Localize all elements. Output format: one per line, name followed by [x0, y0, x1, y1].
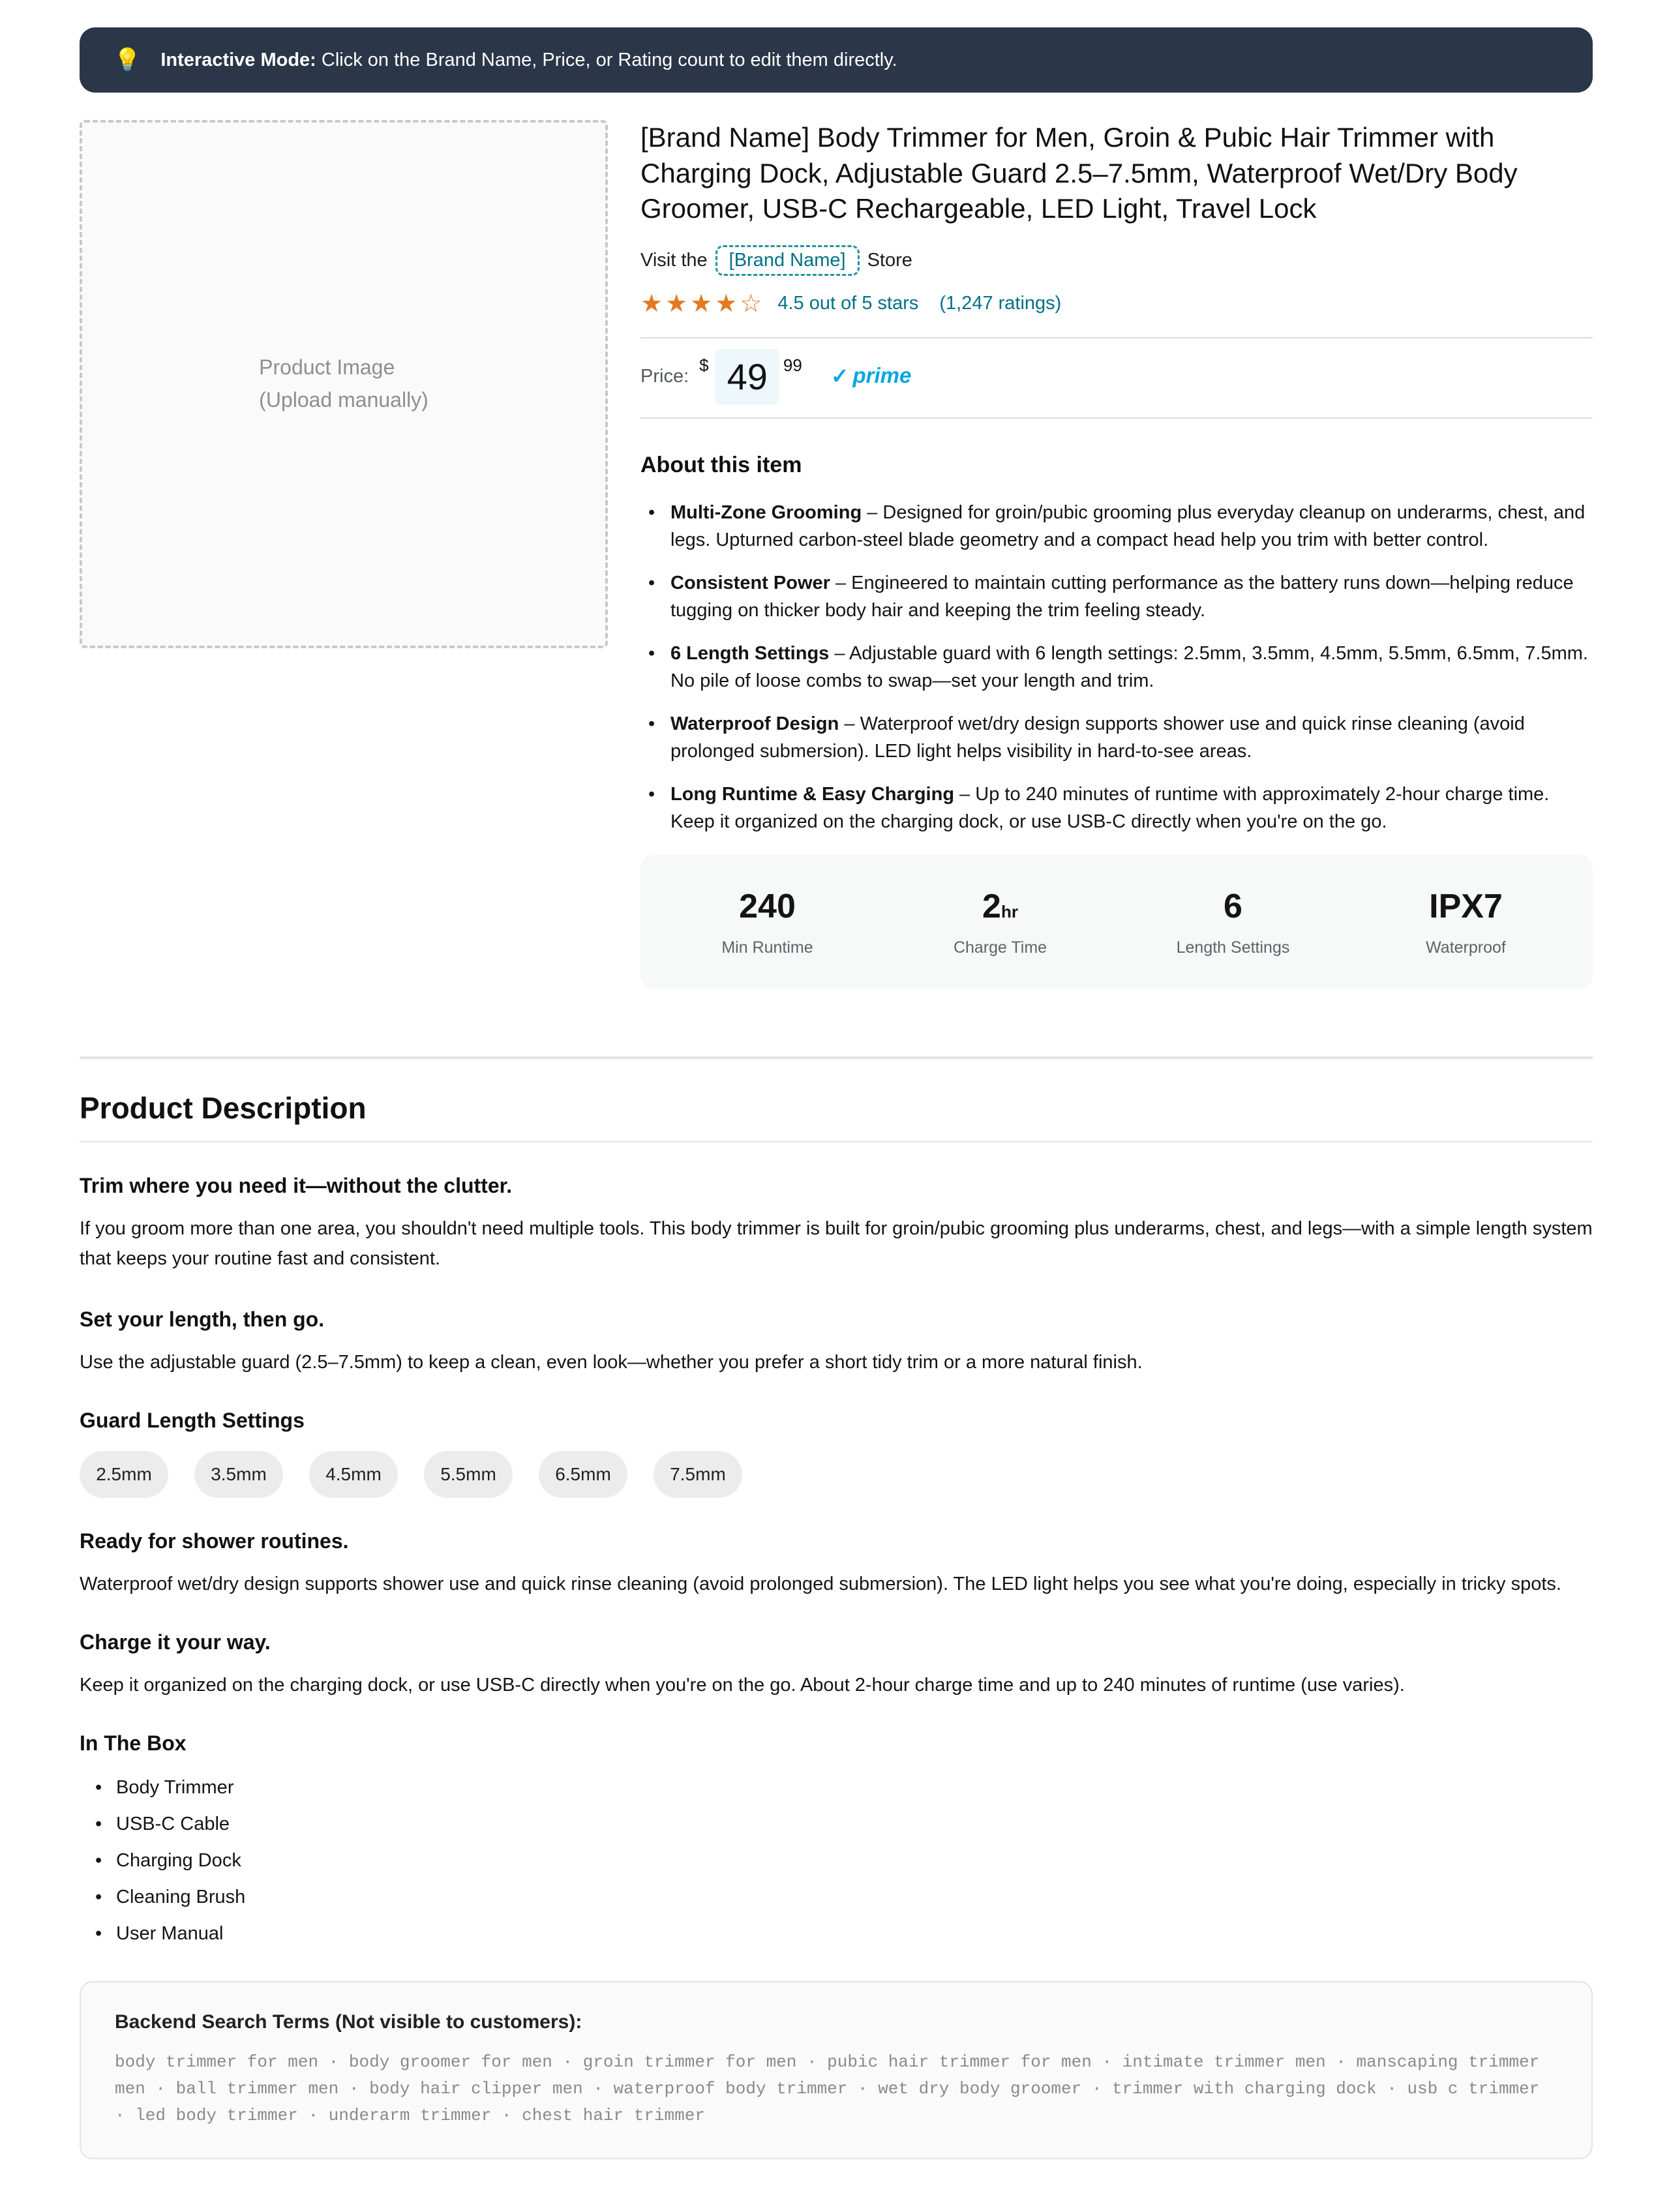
desc-subheading-shower: Ready for shower routines. — [80, 1529, 349, 1553]
spec-label: Min Runtime — [721, 938, 813, 957]
desc-subheading-length: Set your length, then go. — [80, 1308, 325, 1332]
backend-terms: body trimmer for men · body groomer for men · groin trimmer for men · pubic hair trimmer for men · intimate trimmer men · manscaping trimmer men · ball trimmer men · body hair clipper men · waterproof body trimmer · wet dry body groomer · trimmer with charging dock · usb c trimmer · led body trimmer · underarm trimmer · chest hair trimmer — [115, 2052, 1540, 2126]
about-heading: About this item — [640, 452, 802, 477]
bullet-lead: Waterproof Design — [670, 713, 839, 734]
product-description-heading: Product Description — [80, 1091, 367, 1126]
about-bullet — [648, 640, 1593, 695]
desc-paragraph-charge: Keep it organized on the charging dock, or use USB-C directly when you're on the go. About 2-hour charge time and up to 240 minutes of runtime (use varies). — [80, 1675, 1405, 1696]
spec-value: IPX7 — [1429, 887, 1503, 925]
spec-stat-runtime — [651, 886, 884, 957]
guard-pill: 2.5mm — [80, 1451, 168, 1498]
brand-name-chip[interactable]: [Brand Name] — [715, 245, 860, 276]
bullet-body: – Designed for groin/pubic grooming plus everyday cleanup on underarms, chest, and legs. Upturned carbon-steel blade geometry and a compact head help you trim with better control. — [670, 501, 1586, 550]
box-item: • User Manual — [95, 1920, 1593, 1947]
spec-value: 2hr — [982, 887, 1018, 925]
desc-subheading-trim: Trim where you need it—without the clutter. — [80, 1174, 513, 1198]
bullet-body: – Engineered to maintain cutting performance as the battery runs down—helping reduce tugging on thicker body hair and keeping the trim feeling steady. — [670, 572, 1574, 621]
bullet-lead: Multi-Zone Grooming — [670, 501, 862, 523]
banner-text — [160, 50, 897, 71]
description-divider — [80, 1141, 1593, 1143]
about-bullet-list — [640, 499, 1593, 835]
spec-label: Length Settings — [1176, 938, 1290, 957]
prime-check-icon: ✓ — [830, 363, 849, 388]
star-filled-icon: ★★★★ — [640, 290, 740, 318]
rating-row — [640, 291, 1593, 316]
about-bullet — [648, 710, 1593, 765]
about-bullet — [648, 781, 1593, 835]
placeholder-line-2: (Upload manually) — [259, 388, 429, 411]
visit-prefix: Visit the — [640, 249, 708, 271]
banner-text-bold: Interactive Mode: — [160, 49, 316, 70]
guard-pill: 6.5mm — [539, 1451, 627, 1498]
bullet-body: – Waterproof wet/dry design supports shower use and quick rinse cleaning (avoid prolonged submersion). LED light helps visibility in hard-to-see areas. — [670, 713, 1525, 762]
spec-label: Charge Time — [953, 938, 1047, 957]
product-top-section — [80, 120, 1593, 989]
spec-value: 240 — [739, 887, 796, 925]
desc-paragraph-shower: Waterproof wet/dry design supports shower use and quick rinse cleaning (avoid prolonged submersion). The LED light helps you see what you're doing, especially in tricky spots. — [80, 1574, 1561, 1595]
placeholder-line-1: Product Image — [259, 355, 395, 380]
guard-pill: 7.5mm — [654, 1451, 742, 1498]
spec-value: 6 — [1224, 887, 1242, 925]
spec-stat-charge — [884, 886, 1117, 957]
rating-stars — [640, 291, 764, 316]
spec-label: Waterproof — [1426, 938, 1506, 957]
guard-pills — [80, 1451, 1593, 1498]
desc-subheading-charge: Charge it your way. — [80, 1630, 271, 1654]
product-image-placeholder[interactable] — [80, 120, 608, 648]
rating-text: 4.5 out of 5 stars — [777, 293, 919, 314]
section-divider — [80, 1056, 1593, 1059]
price-label: Price: — [640, 365, 689, 387]
placeholder-text — [259, 351, 429, 416]
divider-below-price — [640, 417, 1593, 419]
backend-search-terms-box — [80, 1981, 1593, 2159]
bullet-lead: 6 Length Settings — [670, 642, 830, 664]
backend-heading: Backend Search Terms (Not visible to customers): — [115, 2011, 582, 2033]
visit-suffix: Store — [867, 249, 912, 271]
interactive-mode-banner — [80, 27, 1593, 93]
bullet-lead: Long Runtime & Easy Charging — [670, 783, 955, 805]
ratings-count-link[interactable]: (1,247 ratings) — [939, 293, 1062, 314]
bullet-lead: Consistent Power — [670, 572, 830, 593]
guard-pill: 3.5mm — [194, 1451, 283, 1498]
desc-paragraph-trim: If you groom more than one area, you shouldn't need multiple tools. This body trimmer is built for groin/pubic grooming plus underarms, chest, and legs—with a simple length system that keeps your routine fast and consistent. — [80, 1218, 1593, 1270]
guard-pill: 5.5mm — [424, 1451, 513, 1498]
spec-stats-box — [640, 855, 1593, 989]
spec-stat-waterproof — [1349, 886, 1582, 957]
banner-text-rest: Click on the Brand Name, Price, or Rating count to edit them directly. — [316, 49, 897, 70]
in-the-box-heading: In The Box — [80, 1731, 187, 1756]
bullet-body: – Up to 240 minutes of runtime with approximately 2-hour charge time. Keep it organized on the charging dock, or use USB-C directly when you're on the go. — [670, 783, 1550, 832]
bullet-body: – Adjustable guard with 6 length settings: 2.5mm, 3.5mm, 4.5mm, 5.5mm, 6.5mm, 7.5mm. No pile of loose combs to swap—set your length and trim. — [670, 642, 1588, 691]
box-item: • Charging Dock — [95, 1847, 1593, 1874]
visit-store-line — [640, 245, 1593, 276]
price-currency: $ — [699, 355, 709, 375]
in-the-box-list — [80, 1774, 1593, 1947]
box-item: • Cleaning Brush — [95, 1883, 1593, 1911]
lightbulb-icon: 💡 — [113, 48, 142, 72]
price-fraction: 99 — [783, 355, 802, 375]
guard-length-heading: Guard Length Settings — [80, 1409, 305, 1433]
product-info-column — [640, 120, 1593, 989]
price-row — [640, 338, 1593, 417]
box-item: • USB-C Cable — [95, 1810, 1593, 1838]
spec-stat-lengths — [1117, 886, 1349, 957]
price-whole[interactable]: 49 — [715, 349, 779, 404]
prime-label: prime — [852, 363, 912, 388]
box-item: • Body Trimmer — [95, 1774, 1593, 1801]
guard-pill: 4.5mm — [309, 1451, 398, 1498]
content-container — [80, 0, 1593, 2184]
star-empty-icon: ☆ — [740, 290, 765, 318]
about-bullet — [648, 569, 1593, 624]
prime-badge — [831, 363, 912, 389]
desc-paragraph-length: Use the adjustable guard (2.5–7.5mm) to keep a clean, even look—whether you prefer a short tidy trim or a more natural finish. — [80, 1352, 1143, 1373]
product-title: [Brand Name] Body Trimmer for Men, Groin & Pubic Hair Trimmer with Charging Dock, Adjustable Guard 2.5–7.5mm, Waterproof Wet/Dry Body Groomer, USB-C Rechargeable, LED Light, Travel Lock — [640, 122, 1518, 224]
about-bullet — [648, 499, 1593, 554]
